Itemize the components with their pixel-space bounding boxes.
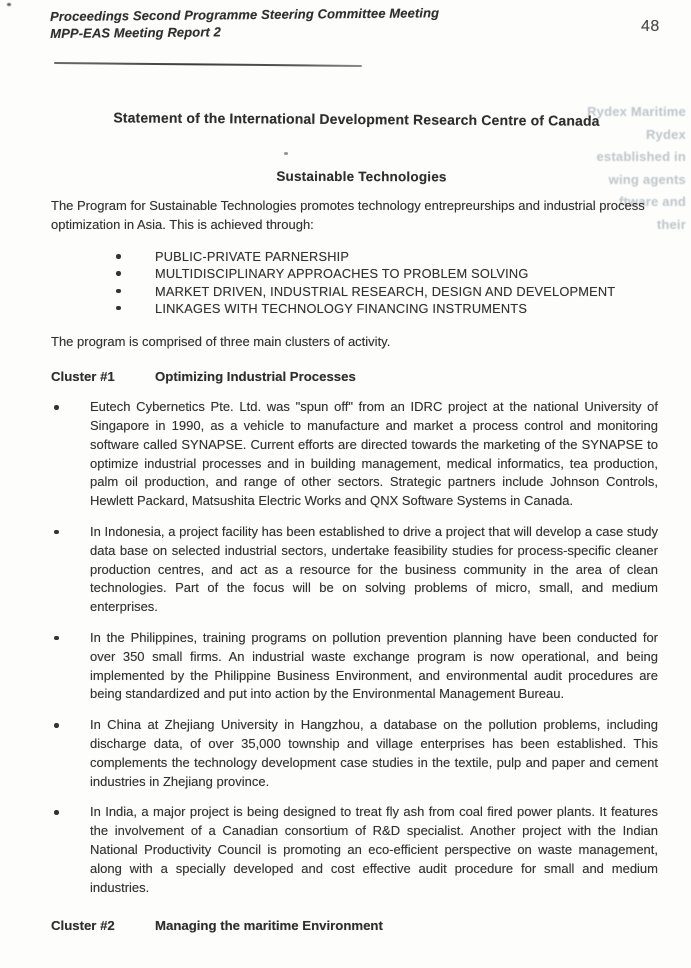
intro-paragraph: The Program for Sustainable Technologies promotes technology entrepreurships and industrial process optimization in Asia. This is achieved through: [51,198,645,232]
project-bullet-text: Eutech Cybernetics Pte. Ltd. was "spun off" from an IDRC project at the national University of Singapore in 1990, as a vehicle to manufacture and market a process control and monitoring software called SYNAPSE. Current efforts are directed towards the marketing of the SYNAPSE to optimize industrial processes and in building management, medical informatics, tea production, palm oil production, and range of other sectors. Strategic partners include Johnson Controls, Hewlett Packard, Matsushita Electric Works and QNX Software Systems in Canada. [90,399,658,509]
cluster-title: Optimizing Industrial Processes [155,368,356,384]
bleed-through-line: their [656,216,686,232]
document-body [51,197,657,936]
document-title: Statement of the International Development Research Centre of Canada [113,109,600,129]
report-header-line2: MPP-EAS Meeting Report 2 [50,23,221,41]
approach-bullet-item [51,248,657,265]
project-bullet-text: In the Philippines, training programs on pollution prevention planning have been conducted for over 350 small firms. An industrial waste exchange program is now operational, and being implemented by the Philippine Business Environment, and environmental audit procedures are being standardized and put into action by the Environmental Management Bureau. [90,629,658,702]
approach-bullet-item [51,300,657,317]
bullet-icon [116,289,121,294]
project-bullet-item [51,398,658,511]
page-number: 48 [641,18,660,35]
report-header [50,5,439,42]
bullet-icon [116,271,121,276]
project-bullet-item [51,523,658,617]
approach-bullet-text: LINKAGES WITH TECHNOLOGY FINANCING INSTRUMENTS [155,300,528,316]
bullet-icon [54,723,59,728]
section-heading: Sustainable Technologies [276,168,447,185]
clusters-intro-paragraph: The program is comprised of three main clusters of activity. [51,334,391,349]
cluster-2-heading [51,917,657,936]
project-bullet-text: In Indonesia, a project facility has been established to drive a project that will develop a case study data base on selected industrial sectors, undertake feasibility studies for process-specific cleaner production centres, and act as a resource for the business community in the area of clean technologies. Part of the focus will be on solving problems of micro, small, and medium enterprises. [90,523,658,615]
header-rule [54,62,362,67]
approach-bullet-text: PUBLIC-PRIVATE PARNERSHIP [155,249,350,265]
project-bullet-text: In India, a major project is being designed to treat fly ash from coal fired power plants. It features the involvement of a Canadian consortium of R&D specialist. Another project with the Indian National Productivity Council is promoting an eco-efficient perspective on waste management, along with a specially developed and cost effective audit procedure for small and medium industries. [90,804,658,895]
project-bullet-item [51,803,658,897]
cluster-label: Cluster #1 [51,368,115,384]
bleed-through-line: ftware and [618,194,686,209]
bullet-icon [54,636,59,641]
bleed-through-line: established in [596,149,686,164]
bullet-icon [54,810,59,815]
approach-bullet-text: MULTIDISCIPLINARY APPROACHES TO PROBLEM SOLVING [155,266,529,282]
scan-artifact-speck [7,3,11,6]
bleed-through-line: Rydex [645,126,686,142]
project-bullet-text: In China at Zhejiang University in Hangzhou, a database on the pollution problems, including discharge data, of over 35,000 township and village enterprises has been established. This complements the technology development case studies in the textile, pulp and paper and cement industries in Zhejiang province. [90,717,658,789]
approach-bullet-text: MARKET DRIVEN, INDUSTRIAL RESEARCH, DESIGN AND DEVELOPMENT [155,283,616,299]
approach-bullet-item [51,283,657,300]
report-header-line1: Proceedings Second Programme Steering Committee Meeting [50,5,440,24]
ink-speck [284,152,288,155]
approach-bullet-item [51,265,657,282]
bullet-icon [54,405,59,410]
bleed-through-line: wing agents [608,171,686,187]
bleed-through-line: Rydex Maritime [587,104,686,119]
bullet-icon [54,530,59,535]
bullet-icon [116,306,121,311]
cluster-label: Cluster #2 [51,918,115,934]
project-bullet-item [51,716,658,791]
project-bullet-list [51,398,657,897]
approach-bullet-list [51,248,657,317]
cluster-title: Managing the maritime Environment [155,918,383,934]
project-bullet-item [51,629,658,704]
bullet-icon [116,254,121,259]
cluster-1-heading [51,368,657,387]
